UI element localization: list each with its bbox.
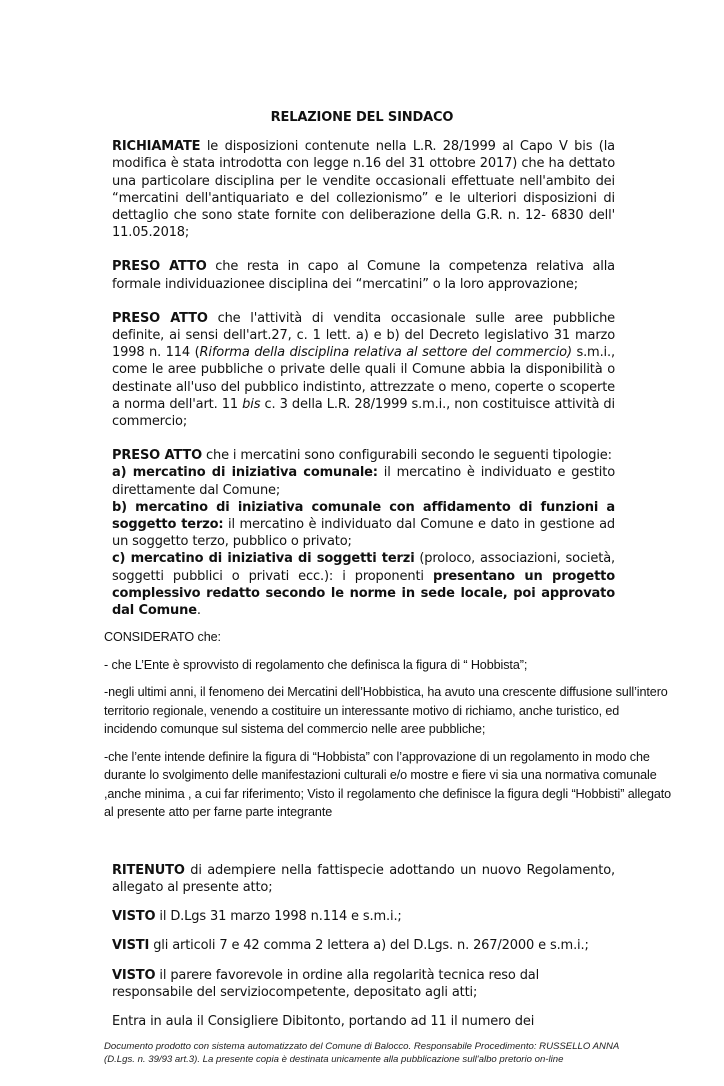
- preso-atto-2-text-b: s.m.i., come le aree pubbliche o private delle quali il Comune abbia la disponibilità o destinate all'uso del pubblico indistinto, attrezzate o meno, coperte o scoperte a norma dell'art. 11: [112, 345, 615, 412]
- preso-atto-3-lead: PRESO ATTO: [112, 448, 202, 464]
- document-title: RELAZIONE DEL SINDACO: [270, 110, 454, 125]
- preso-atto-3-text: che i mercatini sono configurabili secondo le seguenti tipologie:: [202, 448, 612, 464]
- preso-atto-3-paragraph: [112, 447, 615, 619]
- visti-paragraph: [112, 937, 615, 954]
- visti-text: gli articoli 7 e 42 comma 2 lettera a) del D.Lgs. n. 267/2000 e s.m.i.;: [149, 938, 589, 954]
- typology-item-b-text: il mercatino è individuato dal Comune e dato in gestione ad un soggetto terzo, pubblico o privato;: [112, 517, 616, 550]
- preso-atto-1-lead: PRESO ATTO: [112, 259, 207, 275]
- considerato-point-1: - che L’Ente è sprovvisto di regolamento che definisca la figura di “ Hobbista”;: [104, 657, 528, 672]
- richiamate-paragraph: [112, 138, 615, 241]
- entra-paragraph: Entra in aula il Consigliere Dibitonto, portando ad 11 il numero dei: [112, 1014, 535, 1029]
- considerato-heading: CONSIDERATO che:: [104, 630, 221, 645]
- preso-atto-1-paragraph: [112, 258, 615, 292]
- typology-item-c: [112, 550, 615, 619]
- richiamate-text: le disposizioni contenute nella L.R. 28/1999 al Capo V bis (la modifica è stata introdotta con legge n.16 del 31 ottobre 2017) che ha dettato una particolare disciplina per le vendite occasionali effettuate nell'ambito dei “mercatini dell'antiquariato e del collezionismo” e le ulteriori disposizioni di dettaglio che sono state fornite con deliberazione della G.R. n. 12- 6830 dell' 11.05.2018;: [112, 139, 615, 241]
- typology-item-a-lead: a) mercatino di iniziativa comunale:: [112, 465, 378, 481]
- preso-atto-2-lead: PRESO ATTO: [112, 310, 208, 326]
- preso-atto-2-italic-bis: bis: [242, 396, 261, 412]
- visto-2-text-line1: il parere favorevole in ordine alla regolarità tecnica reso dal: [155, 967, 540, 983]
- document-footer: [104, 1040, 644, 1066]
- preso-atto-1-text: che resta in capo al Comune la competenza relativa alla formale individuazionee disciplina dei “mercatini” o la loro approvazione;: [112, 259, 616, 292]
- visto-2-paragraph: [112, 967, 615, 1001]
- visto-2-lead: VISTO: [112, 967, 156, 983]
- typology-item-b: [112, 499, 615, 551]
- typology-item-a: [112, 464, 615, 498]
- preso-atto-2-paragraph: [112, 310, 615, 430]
- footer-line-2: (D.Lgs. n. 39/93 art.3). La presente copia è destinata unicamente alla pubblicazione sull'albo pretorio on-line: [104, 1054, 564, 1066]
- preso-atto-2-text-a: che l'attività di vendita occasionale sulle aree pubbliche definite, ai sensi dell'art.27, c. 1 lett. a) e b) del Decreto legislativo 31 marzo 1998 n. 114 (: [112, 310, 615, 361]
- visto-1-text: il D.Lgs 31 marzo 1998 n.114 e s.m.i.;: [155, 909, 402, 925]
- ritenuto-paragraph: [112, 862, 615, 896]
- typology-item-a-text: il mercatino è individuato e gestito direttamente dal Comune;: [112, 465, 615, 498]
- considerato-point-3: -che l’ente intende definire la figura di “Hobbista” con l’approvazione di un regolamento in modo che durante lo svolgimento delle manifestazioni culturali e/o mostre e fiere vi sia una normativa comunale ,anche minima , a cui far riferimento; Visto il regolamento che definisce la figura degli “Hobbisti” allegato al presente atto per farne parte integrante: [104, 749, 672, 820]
- visto-2-text-line2: responsabile del serviziocompetente, depositato agli atti;: [112, 984, 478, 1000]
- visti-lead: VISTI: [112, 938, 150, 954]
- richiamate-lead: RICHIAMATE: [112, 139, 201, 155]
- visto-1-paragraph: [112, 908, 615, 925]
- typology-item-c-bold-tail: presentano un progetto complessivo redatto secondo le norme in sede locale, poi approvato dal Comune: [112, 568, 615, 619]
- ritenuto-lead: RITENUTO: [112, 862, 185, 878]
- considerato-point-2: -negli ultimi anni, il fenomeno dei Mercatini dell’Hobbistica, ha avuto una crescente diffusione sull’intero territorio regionale, venendo a costituire un interessante motivo di richiamo, anche turistico, ed incidendo comunque sul sistema del commercio nelle aree pubbliche;: [104, 685, 668, 737]
- visto-1-lead: VISTO: [112, 909, 156, 925]
- typology-item-b-lead: b) mercatino di iniziativa comunale con affidamento di funzioni a soggetto terzo:: [112, 499, 615, 533]
- preso-atto-2-italic: Riforma della disciplina relativa al settore del commercio): [199, 345, 572, 361]
- typology-item-c-text: (proloco, associazioni, società, soggetti pubblici o privati ecc.): i proponenti: [112, 551, 615, 584]
- preso-atto-2-text-c: c. 3 della L.R. 28/1999 s.m.i., non costituisce attività di commercio;: [112, 396, 615, 430]
- ritenuto-text: di adempiere nella fattispecie adottando un nuovo Regolamento, allegato al presente atto;: [112, 862, 615, 895]
- typology-item-c-lead: c) mercatino di iniziativa di soggetti terzi: [112, 551, 415, 567]
- typology-item-c-end: .: [196, 603, 201, 619]
- footer-line-1: Documento prodotto con sistema automatizzato del Comune di Balocco. Responsabile Procedimento: RUSSELLO ANNA: [104, 1041, 620, 1053]
